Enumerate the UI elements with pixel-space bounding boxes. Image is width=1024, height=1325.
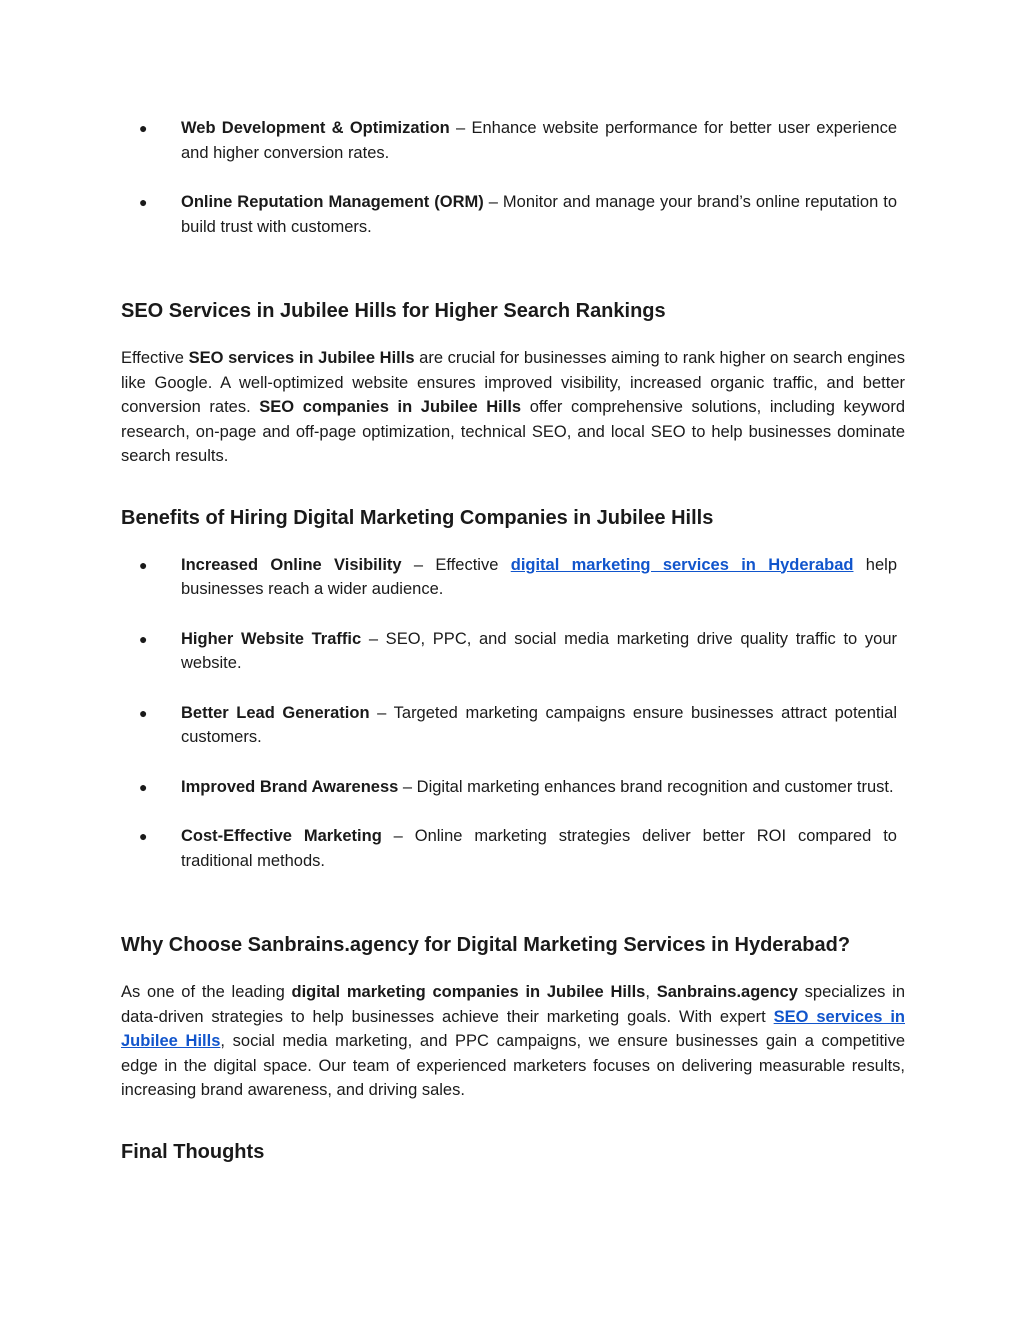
benefits-heading: Benefits of Hiring Digital Marketing Companies in Jubilee Hills	[121, 506, 714, 529]
bullet-icon: ●	[139, 120, 148, 136]
item-title: Cost-Effective Marketing	[181, 827, 382, 845]
list-item	[121, 190, 905, 239]
item-text: help businesses reach a wider audience.	[181, 555, 898, 598]
item-title: Higher Website Traffic	[181, 629, 362, 648]
item-title: Increased Online Visibility	[181, 555, 402, 574]
text-run: offer comprehensive solutions, including keyword research, on-page and off-page optimization, technical SEO, and local SEO to help businesses dominate search results.	[121, 398, 905, 465]
text-run: are crucial for businesses aiming to rank higher on search engines like Google. A well-optimized website ensures improved visibility, increased organic traffic, and better conversion rates.	[121, 349, 905, 416]
text-run: Effective	[121, 349, 189, 367]
bold-run: SEO companies in Jubilee Hills	[259, 398, 522, 416]
item-text: – Digital marketing enhances brand recognition and customer trust.	[398, 777, 894, 796]
item-title: Improved Brand Awareness	[181, 777, 399, 796]
text-run: As one of the leading	[121, 983, 292, 1001]
bold-run: SEO services in Jubilee Hills	[188, 349, 415, 367]
item-title: Web Development & Optimization	[181, 119, 450, 137]
bullet-icon: ●	[139, 704, 148, 721]
item-text: – Monitor and manage your brand’s online reputation to build trust with customers.	[181, 193, 897, 236]
item-text: – Effective	[401, 555, 511, 574]
text-run: , social media marketing, and PPC campaigns, we ensure businesses gain a competitive edge in the digital space. Our team of experienced marketers focuses on delivering measurable results, increasing brand awareness, and driving sales.	[121, 1032, 905, 1099]
text-run: specializes in data-driven strategies to help businesses achieve their marketing goals. With expert	[121, 983, 905, 1026]
seo-services-link[interactable]: SEO services in Jubilee Hills	[121, 1007, 905, 1050]
seo-paragraph	[121, 346, 905, 469]
list-item	[121, 824, 905, 873]
list-item	[121, 627, 905, 676]
final-thoughts-heading: Final Thoughts	[121, 1140, 265, 1163]
bullet-icon: ●	[139, 630, 148, 647]
bullet-icon: ●	[139, 194, 148, 210]
why-heading: Why Choose Sanbrains.agency for Digital Marketing Services in Hyderabad?	[121, 934, 851, 956]
item-title: Online Reputation Management (ORM)	[181, 193, 484, 211]
text-run: ,	[645, 983, 657, 1001]
benefits-list	[121, 553, 905, 874]
item-text: – Online marketing strategies deliver better ROI compared to traditional methods.	[181, 827, 897, 870]
services-list	[121, 116, 905, 239]
document-content	[121, 116, 905, 1167]
bullet-icon: ●	[139, 778, 148, 795]
bold-run: digital marketing companies in Jubilee Hills	[291, 983, 646, 1001]
item-text: – Targeted marketing campaigns ensure businesses attract potential customers.	[181, 703, 898, 746]
bullet-icon: ●	[139, 556, 148, 573]
list-item	[121, 116, 905, 165]
item-text: – SEO, PPC, and social media marketing drive quality traffic to your website.	[181, 629, 897, 672]
list-item	[121, 701, 905, 750]
item-text: – Enhance website performance for better user experience and higher conversion rates.	[181, 119, 898, 162]
seo-heading: SEO Services in Jubilee Hills for Higher Search Rankings	[121, 300, 666, 322]
list-item	[121, 775, 905, 800]
bullet-icon: ●	[139, 828, 148, 844]
why-paragraph	[121, 980, 905, 1103]
digital-marketing-services-link[interactable]: digital marketing services in Hyderabad	[510, 555, 854, 574]
bold-run: Sanbrains.agency	[656, 983, 798, 1001]
item-title: Better Lead Generation	[181, 703, 370, 722]
list-item	[121, 553, 905, 602]
